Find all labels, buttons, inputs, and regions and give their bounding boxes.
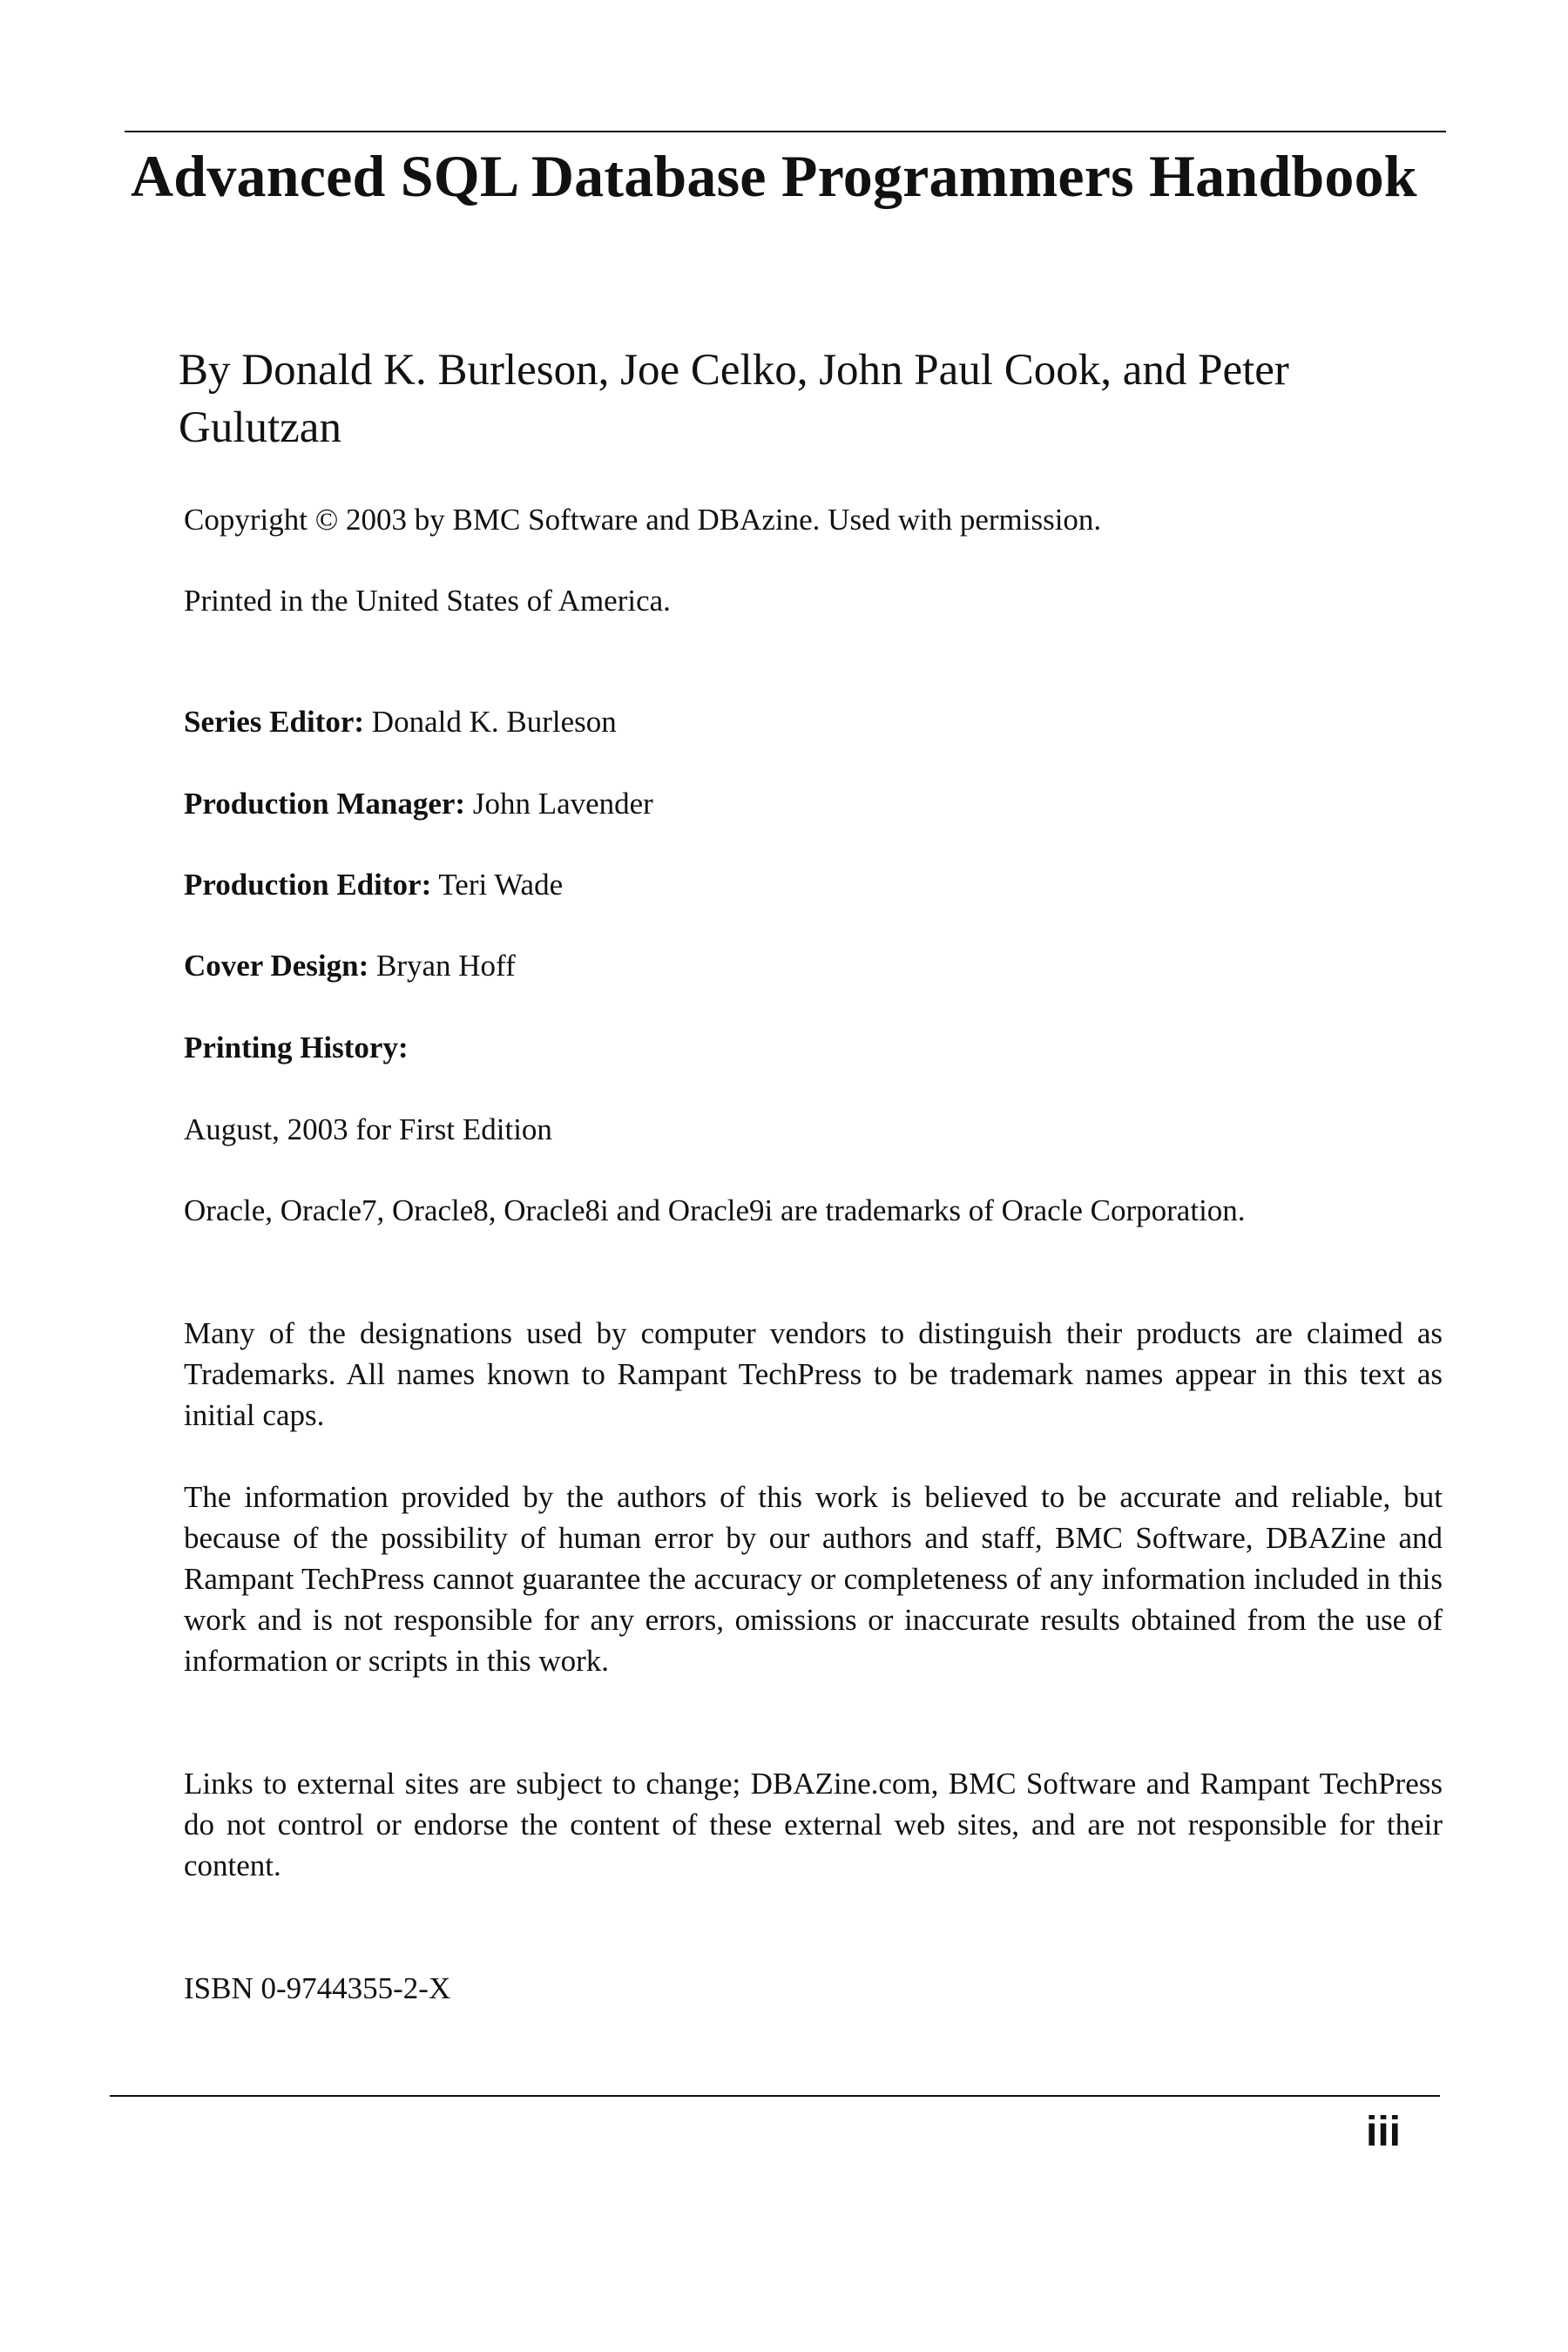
bottom-rule [110, 2095, 1440, 2097]
printing-history-label: Printing History: [184, 1031, 409, 1064]
series-editor-line [184, 701, 1443, 742]
copyright-line: Copyright © 2003 by BMC Software and DBAzine. Used with permission. [184, 503, 1102, 537]
production-editor-line [184, 864, 1443, 905]
production-manager-label: Production Manager: [184, 787, 466, 821]
cover-design-value: Bryan Hoff [368, 949, 516, 983]
printing-history-line [184, 1027, 1443, 1068]
cover-design-label: Cover Design: [184, 949, 369, 983]
isbn-line: ISBN 0-9744355-2-X [184, 1971, 451, 2005]
top-rule [125, 131, 1446, 132]
book-title: Advanced SQL Database Programmers Handbook [131, 143, 1417, 209]
links-paragraph: Links to external sites are subject to change; DBAZine.com, BMC Software and Rampant TechPress do not control or endorse the content of these external web sites, and are not responsible for their content. [184, 1767, 1443, 1882]
production-editor-label: Production Editor: [184, 868, 432, 902]
series-editor-label: Series Editor: [184, 705, 365, 739]
production-manager-line [184, 783, 1443, 824]
production-manager-value: John Lavender [465, 787, 653, 821]
disclaimer-paragraph: The information provided by the authors of this work is believed to be accurate and reliable, but because of the possibility of human error by our authors and staff, BMC Software, DBAZine and Rampant TechPress cannot guarantee the accuracy or completeness of any information included in this work and is not responsible for any errors, omissions or inaccurate results obtained from the use of information or scripts in this work. [184, 1480, 1443, 1678]
authors-line: By Donald K. Burleson, Joe Celko, John Paul Cook, and Peter Gulutzan [179, 346, 1289, 452]
cover-design-line [184, 945, 1443, 986]
trademarks-paragraph: Many of the designations used by computer vendors to distinguish their products are claimed as Trademarks. All names known to Rampant TechPress to be trademark names appear in this text as initial caps. [184, 1316, 1443, 1432]
oracle-trademarks-line: Oracle, Oracle7, Oracle8, Oracle8i and Oracle9i are trademarks of Oracle Corporation. [184, 1193, 1246, 1227]
production-editor-value: Teri Wade [431, 868, 564, 902]
page-number: iii [1366, 2109, 1402, 2155]
printed-line: Printed in the United States of America. [184, 584, 671, 618]
edition-line: August, 2003 for First Edition [184, 1112, 552, 1146]
series-editor-value: Donald K. Burleson [364, 705, 617, 739]
